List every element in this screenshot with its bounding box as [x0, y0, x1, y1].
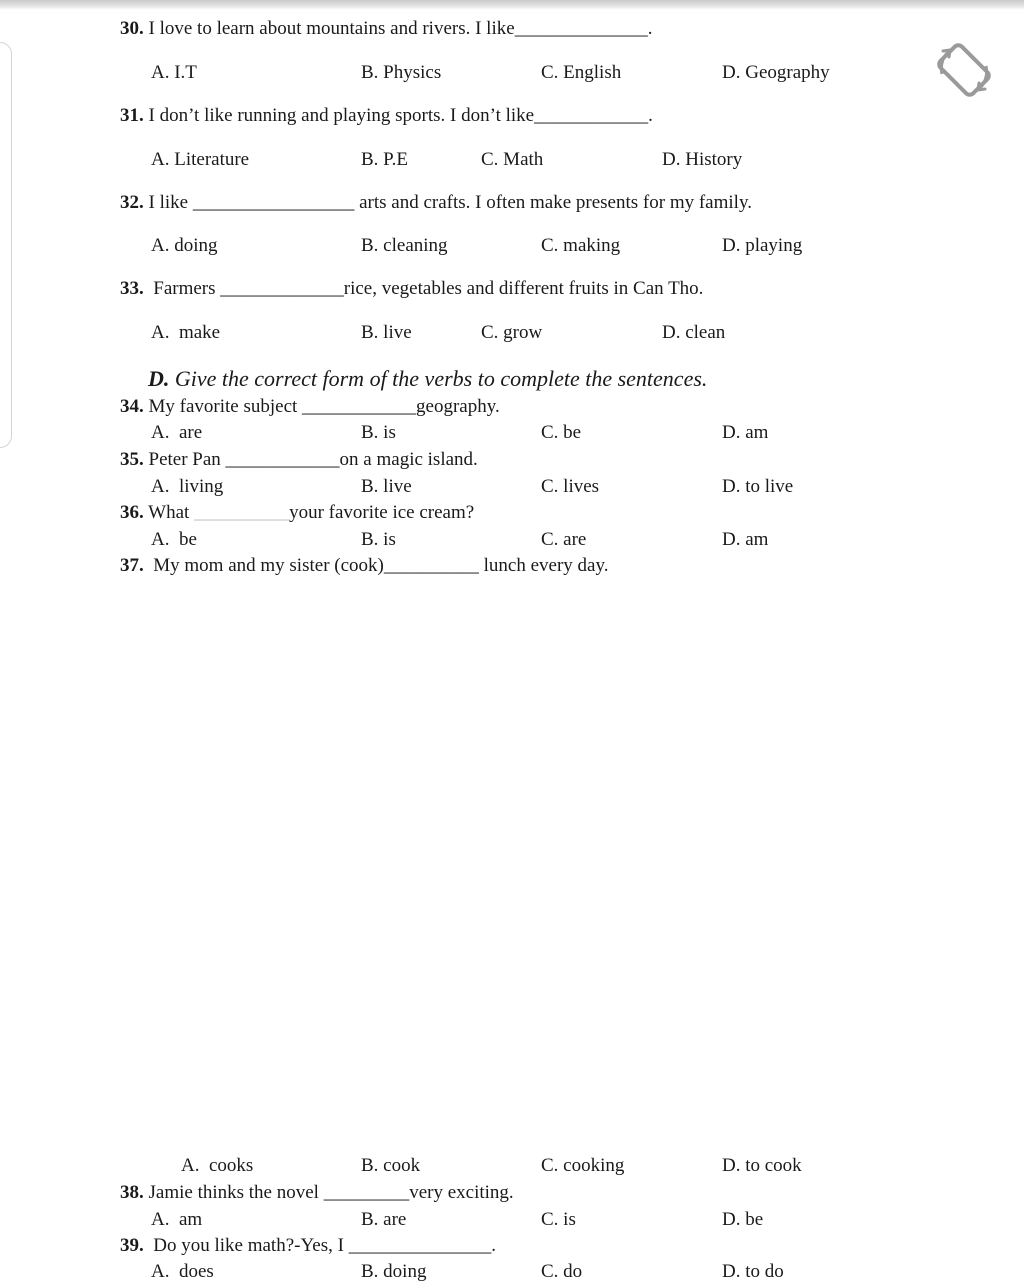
answer-blank: ____________ [534, 105, 649, 126]
option-c: C. making [541, 235, 621, 256]
answer-blank: _________________ [192, 192, 355, 213]
question-text-end: geography. [416, 396, 500, 417]
option-a: A. am [151, 1209, 203, 1230]
section-d-heading [148, 365, 707, 393]
section-letter: D. [148, 366, 170, 391]
question-text: Farmers [143, 278, 221, 299]
question-text: I like [143, 192, 193, 213]
question-34 [120, 395, 500, 419]
question-36 [120, 501, 474, 525]
option-c: C. is [541, 1209, 576, 1230]
option-a: A. doing [151, 235, 218, 256]
answer-blank: __________ [194, 502, 290, 523]
option-a: A. living [151, 476, 224, 497]
question-text: What [143, 502, 195, 523]
question-text-end: . [491, 1235, 496, 1256]
question-number: 32. [120, 192, 144, 213]
option-d: D. be [722, 1209, 764, 1230]
option-d: D. to cook [722, 1155, 802, 1176]
option-b: B. P.E [361, 149, 408, 170]
question-number: 37. [120, 555, 144, 576]
option-d: D. to live [722, 476, 794, 497]
question-text-end: . [648, 105, 653, 126]
question-text-end: . [647, 18, 653, 39]
option-b: B. live [361, 322, 412, 343]
option-a: A. cooks [181, 1155, 254, 1176]
question-text: My favorite subject [143, 396, 303, 417]
question-text-end: arts and crafts. I often make presents for my family. [354, 192, 752, 213]
question-number: 36. [120, 502, 144, 523]
rotate-screen-button[interactable] [928, 38, 1000, 102]
question-number: 35. [120, 449, 144, 470]
option-c: C. lives [541, 476, 600, 497]
option-c: C. English [541, 62, 622, 83]
question-text-end: lunch every day. [478, 555, 609, 576]
question-31 [120, 104, 653, 128]
question-text: I love to learn about mountains and rivers. I like [143, 18, 515, 39]
option-d: D. am [722, 422, 769, 443]
question-37 [120, 554, 608, 578]
question-33 [120, 277, 703, 301]
option-d: D. Geography [722, 62, 830, 83]
answer-blank: _________ [323, 1182, 410, 1203]
answer-blank: _____________ [220, 278, 344, 299]
option-d: D. to do [722, 1261, 784, 1282]
option-c: C. Math [481, 149, 544, 170]
option-b: B. live [361, 476, 412, 497]
option-b: B. is [361, 529, 396, 550]
option-b: B. is [361, 422, 396, 443]
question-text: Peter Pan [143, 449, 226, 470]
option-b: B. are [361, 1209, 407, 1230]
option-a: A. I.T [151, 62, 197, 83]
option-c: C. are [541, 529, 587, 550]
option-c: C. be [541, 422, 582, 443]
side-panel-handle[interactable] [0, 42, 12, 448]
option-c: C. cooking [541, 1155, 625, 1176]
option-c: C. grow [481, 322, 543, 343]
question-number: 30. [120, 18, 144, 39]
question-35 [120, 448, 478, 472]
question-text-end: rice, vegetables and different fruits in Can Tho. [343, 278, 704, 299]
option-b: B. cook [361, 1155, 421, 1176]
option-a: A. Literature [151, 149, 250, 170]
option-b: B. Physics [361, 62, 442, 83]
answer-blank: ____________ [302, 396, 417, 417]
option-a: A. be [151, 529, 197, 550]
question-text-end: on a magic island. [339, 449, 478, 470]
answer-blank: ______________ [514, 18, 648, 39]
question-text: I don’t like running and playing sports. I don’t like [143, 105, 535, 126]
question-text: My mom and my sister (cook) [143, 555, 384, 576]
question-number: 34. [120, 396, 144, 417]
question-text: Jamie thinks the novel [143, 1182, 324, 1203]
option-a: A. does [151, 1261, 214, 1282]
option-b: B. doing [361, 1261, 427, 1282]
answer-blank: __________ [383, 555, 479, 576]
option-d: D. am [722, 529, 769, 550]
section-instruction: Give the correct form of the verbs to complete the sentences. [169, 366, 708, 391]
question-30 [120, 17, 652, 41]
question-38 [120, 1181, 514, 1205]
top-shadow [0, 0, 1024, 10]
question-number: 39. [120, 1235, 144, 1256]
option-b: B. cleaning [361, 235, 448, 256]
screen-rotate-icon [928, 38, 1000, 102]
question-number: 38. [120, 1182, 144, 1203]
question-39 [120, 1234, 496, 1258]
question-number: 31. [120, 105, 144, 126]
option-d: D. playing [722, 235, 803, 256]
answer-blank: _______________ [348, 1235, 492, 1256]
question-text-end: very exciting. [409, 1182, 514, 1203]
option-a: A. are [151, 422, 203, 443]
question-text: Do you like math?-Yes, I [143, 1235, 349, 1256]
option-d: D. clean [662, 322, 726, 343]
option-c: C. do [541, 1261, 583, 1282]
question-number: 33. [120, 278, 144, 299]
option-a: A. make [151, 322, 221, 343]
answer-blank: ____________ [225, 449, 340, 470]
question-text-end: your favorite ice cream? [289, 502, 475, 523]
question-32 [120, 191, 752, 215]
option-d: D. History [662, 149, 743, 170]
